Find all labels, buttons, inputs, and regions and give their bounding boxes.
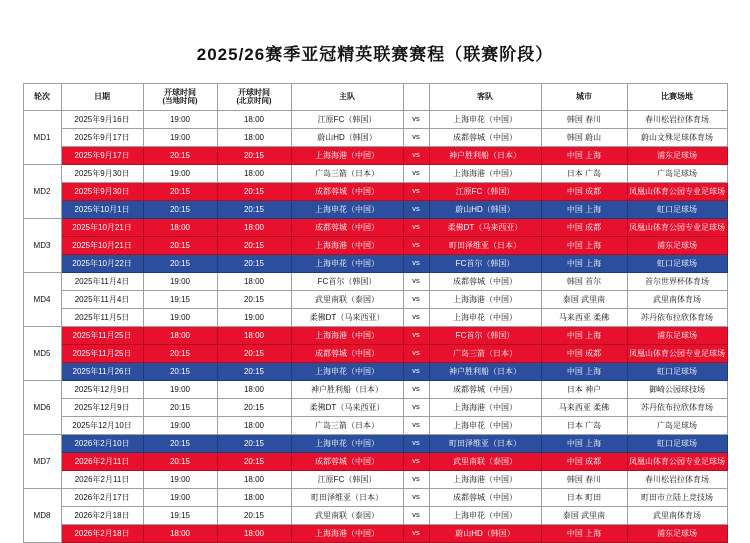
away-team-cell: 成都蓉城（中国）	[429, 381, 541, 399]
away-team-cell: 上海申花（中国）	[429, 417, 541, 435]
home-team-cell: 上海海港（中国）	[291, 237, 403, 255]
vs-cell: vs	[403, 129, 429, 147]
city-cell: 泰国 武里南	[541, 507, 627, 525]
venue-cell: 虹口足球场	[627, 255, 727, 273]
beijing-time-cell: 18:00	[217, 165, 291, 183]
beijing-time-cell: 18:00	[217, 417, 291, 435]
local-time-cell: 20:15	[143, 201, 217, 219]
local-time-cell: 20:15	[143, 399, 217, 417]
table-row	[23, 489, 727, 507]
city-cell: 中国 上海	[541, 201, 627, 219]
beijing-time-cell: 18:00	[217, 327, 291, 345]
away-team-cell: 町田泽维亚（日本）	[429, 237, 541, 255]
table-row	[23, 363, 727, 381]
away-team-cell: 江原FC（韩国）	[429, 183, 541, 201]
beijing-time-cell: 18:00	[217, 219, 291, 237]
table-row	[23, 237, 727, 255]
table-row	[23, 399, 727, 417]
table-row	[23, 165, 727, 183]
local-time-cell: 19:00	[143, 309, 217, 327]
table-row	[23, 273, 727, 291]
vs-cell: vs	[403, 417, 429, 435]
beijing-time-cell: 20:15	[217, 201, 291, 219]
date-cell: 2025年11月5日	[61, 309, 143, 327]
venue-cell: 春川松岩拉体育场	[627, 111, 727, 129]
date-cell: 2025年9月30日	[61, 165, 143, 183]
home-team-cell: 武里南联（泰国）	[291, 291, 403, 309]
home-team-cell: 上海海港（中国）	[291, 327, 403, 345]
vs-cell: vs	[403, 435, 429, 453]
city-cell: 中国 成都	[541, 453, 627, 471]
schedule-table	[23, 83, 728, 543]
local-time-cell: 18:00	[143, 219, 217, 237]
home-team-cell: 町田泽维亚（日本）	[291, 489, 403, 507]
city-cell: 泰国 武里南	[541, 291, 627, 309]
local-time-cell: 20:15	[143, 255, 217, 273]
date-cell: 2026年2月18日	[61, 507, 143, 525]
date-cell: 2026年2月10日	[61, 435, 143, 453]
home-team-cell: 江原FC（韩国）	[291, 111, 403, 129]
city-cell: 马来西亚 柔佛	[541, 399, 627, 417]
home-team-cell: 上海申花（中国）	[291, 201, 403, 219]
table-row	[23, 435, 727, 453]
round-cell: MD4	[23, 273, 61, 327]
header-home: 主队	[291, 84, 403, 111]
table-row	[23, 219, 727, 237]
city-cell: 中国 成都	[541, 183, 627, 201]
city-cell: 中国 成都	[541, 345, 627, 363]
beijing-time-cell: 20:15	[217, 147, 291, 165]
local-time-cell: 19:00	[143, 489, 217, 507]
date-cell: 2025年11月4日	[61, 291, 143, 309]
city-cell: 韩国 首尔	[541, 273, 627, 291]
home-team-cell: 上海海港（中国）	[291, 147, 403, 165]
beijing-time-cell: 20:15	[217, 507, 291, 525]
header-local-time-sub: (当地时间)	[162, 96, 198, 106]
venue-cell: 广岛足球场	[627, 165, 727, 183]
header-date: 日期	[61, 84, 143, 111]
vs-cell: vs	[403, 453, 429, 471]
local-time-cell: 19:00	[143, 273, 217, 291]
date-cell: 2025年9月30日	[61, 183, 143, 201]
header-round: 轮次	[23, 84, 61, 111]
beijing-time-cell: 20:15	[217, 399, 291, 417]
local-time-cell: 18:00	[143, 525, 217, 543]
away-team-cell: 町田泽维亚（日本）	[429, 435, 541, 453]
home-team-cell: FC首尔（韩国）	[291, 273, 403, 291]
date-cell: 2025年11月25日	[61, 327, 143, 345]
table-row	[23, 291, 727, 309]
away-team-cell: 蔚山HD（韩国）	[429, 525, 541, 543]
beijing-time-cell: 18:00	[217, 111, 291, 129]
vs-cell: vs	[403, 111, 429, 129]
home-team-cell: 神户胜利船（日本）	[291, 381, 403, 399]
venue-cell: 苏丹依布拉欣体育场	[627, 399, 727, 417]
home-team-cell: 武里南联（泰国）	[291, 507, 403, 525]
away-team-cell: 上海海港（中国）	[429, 165, 541, 183]
local-time-cell: 18:00	[143, 327, 217, 345]
page-title: 2025/26赛季亚冠精英联赛赛程（联赛阶段）	[196, 45, 554, 64]
away-team-cell: 柔佛DT（马来西亚）	[429, 219, 541, 237]
table-row	[23, 327, 727, 345]
city-cell: 中国 上海	[541, 255, 627, 273]
venue-cell: 浦东足球场	[627, 525, 727, 543]
venue-cell: 御崎公园球技场	[627, 381, 727, 399]
city-cell: 日本 广岛	[541, 165, 627, 183]
city-cell: 中国 上海	[541, 525, 627, 543]
beijing-time-cell: 20:15	[217, 435, 291, 453]
venue-cell: 町田市立陆上竞技场	[627, 489, 727, 507]
date-cell: 2025年10月22日	[61, 255, 143, 273]
home-team-cell: 江原FC（韩国）	[291, 471, 403, 489]
header-row	[23, 84, 727, 111]
beijing-time-cell: 20:15	[217, 237, 291, 255]
venue-cell: 武里南体育场	[627, 507, 727, 525]
header-venue: 比赛场地	[627, 84, 727, 111]
table-row	[23, 507, 727, 525]
vs-cell: vs	[403, 525, 429, 543]
date-cell: 2026年2月17日	[61, 489, 143, 507]
home-team-cell: 成都蓉城（中国）	[291, 183, 403, 201]
table-row	[23, 111, 727, 129]
city-cell: 中国 上海	[541, 327, 627, 345]
city-cell: 日本 町田	[541, 489, 627, 507]
away-team-cell: 成都蓉城（中国）	[429, 273, 541, 291]
header-vs	[403, 84, 429, 111]
round-cell: MD3	[23, 219, 61, 273]
away-team-cell: 上海海港（中国）	[429, 399, 541, 417]
beijing-time-cell: 18:00	[217, 381, 291, 399]
home-team-cell: 柔佛DT（马来西亚）	[291, 309, 403, 327]
date-cell: 2026年2月11日	[61, 471, 143, 489]
date-cell: 2025年11月4日	[61, 273, 143, 291]
vs-cell: vs	[403, 363, 429, 381]
date-cell: 2025年10月1日	[61, 201, 143, 219]
table-row	[23, 255, 727, 273]
city-cell: 马来西亚 柔佛	[541, 309, 627, 327]
vs-cell: vs	[403, 201, 429, 219]
away-team-cell: 上海海港（中国）	[429, 471, 541, 489]
home-team-cell: 柔佛DT（马来西亚）	[291, 399, 403, 417]
away-team-cell: 广岛三箭（日本）	[429, 345, 541, 363]
round-cell: MD8	[23, 489, 61, 543]
vs-cell: vs	[403, 327, 429, 345]
vs-cell: vs	[403, 309, 429, 327]
city-cell: 日本 广岛	[541, 417, 627, 435]
vs-cell: vs	[403, 345, 429, 363]
local-time-cell: 20:15	[143, 345, 217, 363]
local-time-cell: 20:15	[143, 453, 217, 471]
local-time-cell: 19:00	[143, 129, 217, 147]
date-cell: 2025年12月10日	[61, 417, 143, 435]
city-cell: 中国 成都	[541, 219, 627, 237]
away-team-cell: 上海申花（中国）	[429, 309, 541, 327]
vs-cell: vs	[403, 255, 429, 273]
venue-cell: 首尔世界杯体育场	[627, 273, 727, 291]
vs-cell: vs	[403, 471, 429, 489]
venue-cell: 凤凰山体育公园专业足球场	[627, 345, 727, 363]
date-cell: 2025年10月21日	[61, 237, 143, 255]
local-time-cell: 20:15	[143, 435, 217, 453]
date-cell: 2025年9月17日	[61, 129, 143, 147]
local-time-cell: 19:00	[143, 417, 217, 435]
local-time-cell: 20:15	[143, 147, 217, 165]
venue-cell: 蔚山文殊足球体育场	[627, 129, 727, 147]
table-row	[23, 183, 727, 201]
local-time-cell: 19:00	[143, 471, 217, 489]
venue-cell: 苏丹依布拉欣体育场	[627, 309, 727, 327]
beijing-time-cell: 20:15	[217, 453, 291, 471]
away-team-cell: 神户胜利船（日本）	[429, 147, 541, 165]
table-row	[23, 417, 727, 435]
venue-cell: 虹口足球场	[627, 363, 727, 381]
local-time-cell: 19:15	[143, 291, 217, 309]
city-cell: 中国 上海	[541, 237, 627, 255]
venue-cell: 浦东足球场	[627, 147, 727, 165]
round-cell: MD6	[23, 381, 61, 435]
venue-cell: 虹口足球场	[627, 201, 727, 219]
local-time-cell: 19:00	[143, 165, 217, 183]
home-team-cell: 上海申花（中国）	[291, 255, 403, 273]
table-row	[23, 147, 727, 165]
date-cell: 2026年2月18日	[61, 525, 143, 543]
table-row	[23, 453, 727, 471]
away-team-cell: 成都蓉城（中国）	[429, 489, 541, 507]
local-time-cell: 19:15	[143, 507, 217, 525]
header-beijing-time	[217, 84, 291, 111]
city-cell: 韩国 春川	[541, 111, 627, 129]
table-header	[23, 84, 727, 111]
vs-cell: vs	[403, 165, 429, 183]
venue-cell: 浦东足球场	[627, 237, 727, 255]
round-cell: MD5	[23, 327, 61, 381]
table-row	[23, 309, 727, 327]
away-team-cell: 武里南联（泰国）	[429, 453, 541, 471]
table-row	[23, 129, 727, 147]
home-team-cell: 成都蓉城（中国）	[291, 345, 403, 363]
header-beijing-time-main: 开球时间	[238, 88, 270, 98]
date-cell: 2025年9月17日	[61, 147, 143, 165]
local-time-cell: 19:00	[143, 381, 217, 399]
beijing-time-cell: 18:00	[217, 129, 291, 147]
date-cell: 2025年12月9日	[61, 399, 143, 417]
away-team-cell: FC首尔（韩国）	[429, 255, 541, 273]
date-cell: 2025年10月21日	[61, 219, 143, 237]
beijing-time-cell: 18:00	[217, 489, 291, 507]
city-cell: 中国 上海	[541, 435, 627, 453]
local-time-cell: 20:15	[143, 363, 217, 381]
local-time-cell: 20:15	[143, 237, 217, 255]
venue-cell: 凤凰山体育公园专业足球场	[627, 183, 727, 201]
table-body	[23, 111, 727, 543]
vs-cell: vs	[403, 399, 429, 417]
beijing-time-cell: 19:00	[217, 309, 291, 327]
home-team-cell: 广岛三箭（日本）	[291, 417, 403, 435]
date-cell: 2025年12月9日	[61, 381, 143, 399]
table-row	[23, 381, 727, 399]
city-cell: 韩国 春川	[541, 471, 627, 489]
header-city: 城市	[541, 84, 627, 111]
venue-cell: 春川松岩拉体育场	[627, 471, 727, 489]
home-team-cell: 上海申花（中国）	[291, 435, 403, 453]
city-cell: 中国 上海	[541, 363, 627, 381]
city-cell: 韩国 蔚山	[541, 129, 627, 147]
city-cell: 日本 神户	[541, 381, 627, 399]
away-team-cell: 神户胜利船（日本）	[429, 363, 541, 381]
date-cell: 2025年11月25日	[61, 345, 143, 363]
venue-cell: 武里南体育场	[627, 291, 727, 309]
round-cell: MD2	[23, 165, 61, 219]
table-row	[23, 201, 727, 219]
date-cell: 2026年2月11日	[61, 453, 143, 471]
vs-cell: vs	[403, 237, 429, 255]
home-team-cell: 蔚山HD（韩国）	[291, 129, 403, 147]
home-team-cell: 上海申花（中国）	[291, 363, 403, 381]
beijing-time-cell: 20:15	[217, 345, 291, 363]
table-row	[23, 345, 727, 363]
header-away: 客队	[429, 84, 541, 111]
home-team-cell: 成都蓉城（中国）	[291, 219, 403, 237]
vs-cell: vs	[403, 291, 429, 309]
home-team-cell: 广岛三箭（日本）	[291, 165, 403, 183]
away-team-cell: 成都蓉城（中国）	[429, 129, 541, 147]
header-local-time-main: 开球时间	[164, 88, 196, 98]
beijing-time-cell: 20:15	[217, 363, 291, 381]
vs-cell: vs	[403, 489, 429, 507]
away-team-cell: FC首尔（韩国）	[429, 327, 541, 345]
header-local-time	[143, 84, 217, 111]
away-team-cell: 上海申花（中国）	[429, 111, 541, 129]
round-cell: MD1	[23, 111, 61, 165]
local-time-cell: 19:00	[143, 111, 217, 129]
venue-cell: 虹口足球场	[627, 435, 727, 453]
date-cell: 2025年9月16日	[61, 111, 143, 129]
beijing-time-cell: 18:00	[217, 273, 291, 291]
beijing-time-cell: 20:15	[217, 255, 291, 273]
vs-cell: vs	[403, 507, 429, 525]
beijing-time-cell: 18:00	[217, 525, 291, 543]
home-team-cell: 上海海港（中国）	[291, 525, 403, 543]
beijing-time-cell: 20:15	[217, 183, 291, 201]
beijing-time-cell: 20:15	[217, 291, 291, 309]
vs-cell: vs	[403, 147, 429, 165]
venue-cell: 浦东足球场	[627, 327, 727, 345]
local-time-cell: 20:15	[143, 183, 217, 201]
city-cell: 中国 上海	[541, 147, 627, 165]
table-row	[23, 471, 727, 489]
table-row	[23, 525, 727, 543]
away-team-cell: 上海申花（中国）	[429, 507, 541, 525]
home-team-cell: 成都蓉城（中国）	[291, 453, 403, 471]
vs-cell: vs	[403, 381, 429, 399]
vs-cell: vs	[403, 219, 429, 237]
round-cell: MD7	[23, 435, 61, 489]
away-team-cell: 蔚山HD（韩国）	[429, 201, 541, 219]
date-cell: 2025年11月26日	[61, 363, 143, 381]
venue-cell: 广岛足球场	[627, 417, 727, 435]
vs-cell: vs	[403, 183, 429, 201]
away-team-cell: 上海海港（中国）	[429, 291, 541, 309]
venue-cell: 凤凰山体育公园专业足球场	[627, 453, 727, 471]
venue-cell: 凤凰山体育公园专业足球场	[627, 219, 727, 237]
header-beijing-time-sub: (北京时间)	[236, 96, 272, 106]
beijing-time-cell: 18:00	[217, 471, 291, 489]
vs-cell: vs	[403, 273, 429, 291]
